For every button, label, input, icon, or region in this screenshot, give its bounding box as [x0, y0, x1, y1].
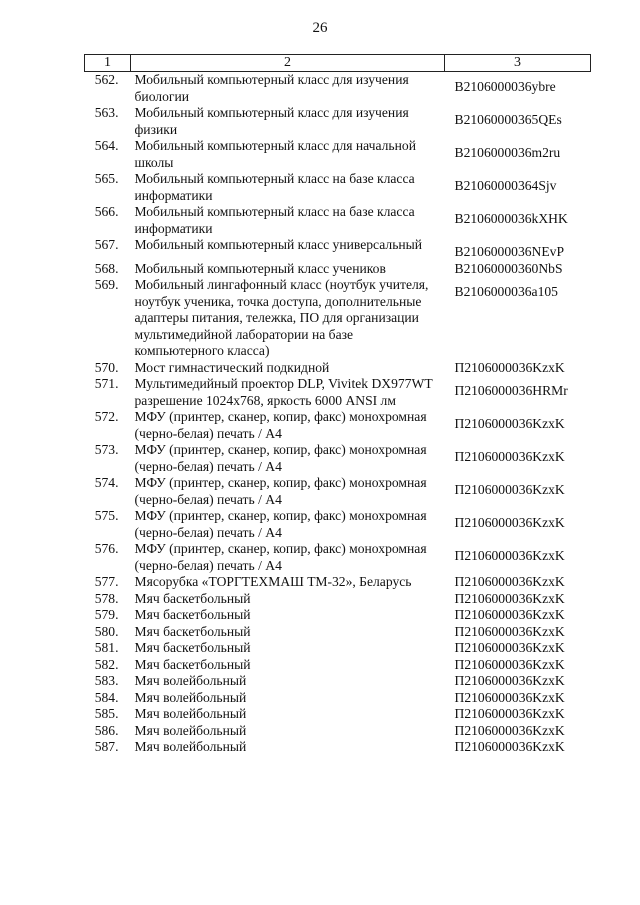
column-header-1: 1	[85, 55, 131, 72]
table-row	[85, 138, 591, 171]
page-number: 26	[312, 20, 328, 36]
row-number: 585.	[94, 706, 119, 721]
row-number: 569.	[94, 277, 119, 292]
item-code: B2106000036m2ru	[454, 145, 561, 160]
item-code: П2106000036KzxK	[454, 590, 565, 606]
table-row	[85, 105, 591, 138]
row-number: 579.	[94, 607, 119, 622]
item-name: Мобильный компьютерный класс для изучения биологии	[134, 72, 409, 104]
row-number: 571.	[94, 376, 119, 391]
item-name: Мяч волейбольный	[134, 689, 247, 705]
row-number: 581.	[94, 640, 119, 655]
row-number: 563.	[94, 105, 119, 120]
row-number: 562.	[94, 72, 119, 87]
item-name: Мобильный компьютерный класс на базе класса информатики	[134, 171, 415, 203]
item-name: МФУ (принтер, сканер, копир, факс) монохромная (черно-белая) печать / A4	[134, 409, 427, 441]
table-row	[85, 739, 591, 756]
item-code: П2106000036KzxK	[454, 739, 565, 754]
row-number: 584.	[94, 689, 119, 705]
item-code: П2106000036HRMr	[454, 383, 568, 398]
item-code: B2106000036a105	[454, 284, 558, 299]
item-code: B21060000360NbS	[454, 260, 563, 276]
table-header-row	[85, 55, 591, 72]
item-name: Мяч баскетбольный	[134, 590, 251, 606]
item-code: П2106000036KzxK	[454, 673, 565, 688]
item-name: Мяч волейбольный	[134, 739, 247, 754]
item-name: Мобильный компьютерный класс учеников	[134, 260, 386, 276]
item-code: B2106000036kXHK	[454, 211, 568, 226]
row-number: 577.	[94, 574, 119, 589]
row-number: 566.	[94, 204, 119, 219]
item-code: П2106000036KzxK	[454, 548, 565, 563]
table-row	[85, 261, 591, 278]
table-row	[85, 237, 591, 261]
table-row	[85, 171, 591, 204]
item-name: Мясорубка «ТОРГТЕХМАШ ТМ-32», Беларусь	[134, 574, 412, 589]
item-name: Мультимедийный проектор DLP, Vivitek DX977WT разрешение 1024x768, яркость 6000 ANSI лм	[134, 376, 433, 408]
table-row	[85, 607, 591, 624]
item-name: Мяч баскетбольный	[134, 656, 251, 672]
item-name: Мяч волейбольный	[134, 722, 247, 738]
item-code: П2106000036KzxK	[454, 482, 565, 497]
item-code: B2106000036NEvP	[454, 244, 565, 259]
item-code: B2106000036ybre	[454, 79, 556, 94]
item-name: Мяч баскетбольный	[134, 640, 251, 655]
row-number: 574.	[94, 475, 119, 490]
table-row	[85, 640, 591, 657]
item-name: Мяч баскетбольный	[134, 607, 251, 622]
table-row	[85, 673, 591, 690]
item-code: П2106000036KzxK	[454, 689, 565, 705]
row-number: 570.	[94, 359, 119, 375]
table-row	[85, 409, 591, 442]
table-row	[85, 624, 591, 641]
row-number: 573.	[94, 442, 119, 457]
item-name: Мобильный компьютерный класс для начальной школы	[134, 138, 416, 170]
table-row	[85, 376, 591, 409]
item-name: Мяч баскетбольный	[134, 623, 251, 639]
item-code: B21060000364Sjv	[454, 178, 557, 193]
row-number: 586.	[94, 722, 119, 738]
item-code: П2106000036KzxK	[454, 515, 565, 530]
item-code: П2106000036KzxK	[454, 449, 565, 464]
item-name: МФУ (принтер, сканер, копир, факс) монохромная (черно-белая) печать / A4	[134, 475, 427, 507]
table-row	[85, 591, 591, 608]
table-body	[85, 72, 591, 756]
item-code: П2106000036KzxK	[454, 656, 565, 672]
table-row	[85, 475, 591, 508]
item-name: Мобильный компьютерный класс на базе класса информатики	[134, 204, 415, 236]
item-code: П2106000036KzxK	[454, 574, 565, 589]
row-number: 578.	[94, 590, 119, 606]
item-name: Мяч волейбольный	[134, 673, 247, 688]
item-name: Мобильный компьютерный класс универсальный	[134, 237, 423, 252]
item-code: П2106000036KzxK	[454, 706, 565, 721]
row-number: 568.	[94, 260, 119, 276]
item-code: П2106000036KzxK	[454, 607, 565, 622]
table-row	[85, 72, 591, 106]
table-row	[85, 508, 591, 541]
table-row	[85, 360, 591, 377]
item-code: П2106000036KzxK	[454, 359, 565, 375]
row-number: 567.	[94, 237, 119, 252]
item-name: Мост гимнастический подкидной	[134, 359, 330, 375]
item-code: B21060000365QEs	[454, 112, 562, 127]
row-number: 582.	[94, 656, 119, 672]
table-row	[85, 277, 591, 360]
row-number: 583.	[94, 673, 119, 688]
item-code: П2106000036KzxK	[454, 722, 565, 738]
row-number: 576.	[94, 541, 119, 556]
inventory-table	[84, 54, 591, 756]
item-name: Мобильный компьютерный класс для изучения физики	[134, 105, 409, 137]
table-row	[85, 690, 591, 707]
table-row	[85, 541, 591, 574]
item-code: П2106000036KzxK	[454, 623, 565, 639]
column-header-3: 3	[445, 55, 591, 72]
table-row	[85, 204, 591, 237]
table-row	[85, 723, 591, 740]
row-number: 564.	[94, 138, 119, 153]
item-name: Мобильный лингафонный класс (ноутбук учителя, ноутбук ученика, точка доступа, дополнительные адаптеры питания, тележка, ПО для организации мультимедийной лаборатории на базе компьютерного класса)	[134, 277, 429, 358]
row-number: 575.	[94, 508, 119, 523]
item-code: П2106000036KzxK	[454, 640, 565, 655]
item-name: МФУ (принтер, сканер, копир, факс) монохромная (черно-белая) печать / A4	[134, 541, 427, 573]
row-number: 572.	[94, 409, 119, 424]
item-name: МФУ (принтер, сканер, копир, факс) монохромная (черно-белая) печать / A4	[134, 442, 427, 474]
table-row	[85, 574, 591, 591]
row-number: 565.	[94, 171, 119, 186]
table-row	[85, 706, 591, 723]
item-code: П2106000036KzxK	[454, 416, 565, 431]
row-number: 587.	[94, 739, 119, 754]
row-number: 580.	[94, 623, 119, 639]
table-row	[85, 657, 591, 674]
column-header-2: 2	[131, 55, 445, 72]
item-name: МФУ (принтер, сканер, копир, факс) монохромная (черно-белая) печать / A4	[134, 508, 427, 540]
table-row	[85, 442, 591, 475]
item-name: Мяч волейбольный	[134, 706, 247, 721]
